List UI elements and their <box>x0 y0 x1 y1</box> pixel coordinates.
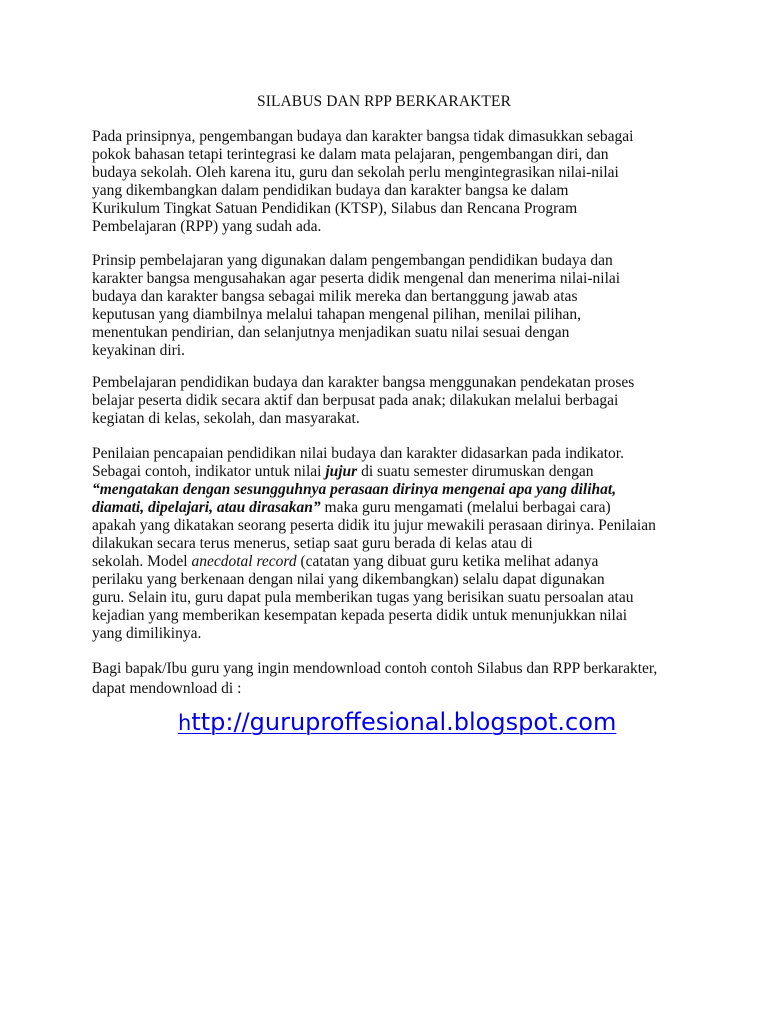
text-line: Kurikulum Tingkat Satuan Pendidikan (KTSP), Silabus dan Rencana Program <box>92 200 578 217</box>
text-line: kejadian yang memberikan kesempatan kepada peserta didik untuk menunjukkan nilai <box>92 607 628 624</box>
text-line: Pembelajaran (RPP) yang sudah ada. <box>92 218 322 235</box>
text-line: Bagi bapak/Ibu guru yang ingin mendownload contoh contoh Silabus dan RPP berkarakter, <box>92 660 658 677</box>
text-line: guru. Selain itu, guru dapat pula memberikan tugas yang berisikan suatu persoalan atau <box>92 589 634 606</box>
document-title: SILABUS DAN RPP BERKARAKTER <box>256 93 512 110</box>
paragraph-1 <box>92 128 692 236</box>
text-line: dapat mendownload di : <box>92 680 242 697</box>
text-line: budaya sekolah. Oleh karena itu, guru dan sekolah perlu mengintegrasikan nilai-nilai <box>92 164 619 181</box>
text-line <box>92 463 692 481</box>
text-line: pokok bahasan tetapi terintegrasi ke dalam mata pelajaran, pengembangan diri, dan <box>92 146 609 163</box>
paragraph-4 <box>92 445 692 643</box>
text-segment: Sebagai contoh, indikator untuk nilai <box>92 463 326 480</box>
text-line <box>92 499 692 517</box>
text-line: keputusan yang diambilnya melalui tahapan mengenal pilihan, menilai pilihan, <box>92 306 581 323</box>
text-segment: maka guru mengamati (melalui berbagai cara) <box>320 499 611 516</box>
text-line: belajar peserta didik secara aktif dan berpusat pada anak; dilakukan melalui berbagai <box>92 392 619 409</box>
text-line: Penilaian pencapaian pendidikan nilai budaya dan karakter didasarkan pada indikator. <box>92 445 624 462</box>
emphasis-anecdotal-record: anecdotal record <box>191 553 297 570</box>
link-first-char: h <box>178 711 192 735</box>
text-line: dilakukan secara terus menerus, setiap saat guru berada di kelas atau di <box>92 535 533 552</box>
emphasis-jujur: jujur <box>325 463 358 480</box>
text-segment: di suatu semester dirumuskan dengan <box>357 463 594 480</box>
text-line: Prinsip pembelajaran yang digunakan dalam pengembangan pendidikan budaya dan <box>92 252 613 269</box>
text-line <box>92 553 692 571</box>
text-line: yang dikembangkan dalam pendidikan budaya dan karakter bangsa ke dalam <box>92 182 569 199</box>
text-line: yang dimilikinya. <box>92 625 202 642</box>
text-segment: (catatan yang dibuat guru ketika melihat adanya <box>296 553 599 570</box>
paragraph-5 <box>92 659 692 699</box>
text-line: Pembelajaran pendidikan budaya dan karakter bangsa menggunakan pendekatan proses <box>92 374 635 391</box>
text-line: menentukan pendirian, dan selanjutnya menjadikan suatu nilai sesuai dengan <box>92 324 570 341</box>
indicator-quote-end: diamati, dipelajari, atau dirasakan” <box>92 499 321 516</box>
text-segment: sekolah. Model <box>92 553 192 570</box>
text-line: perilaku yang berkenaan dengan nilai yang dikembangkan) selalu dapat digunakan <box>92 571 605 588</box>
text-line: kegiatan di kelas, sekolah, dan masyarakat. <box>92 410 360 427</box>
text-line: Pada prinsipnya, pengembangan budaya dan karakter bangsa tidak dimasukkan sebagai <box>92 128 634 145</box>
paragraph-2 <box>92 252 692 360</box>
text-line: keyakinan diri. <box>92 342 185 359</box>
paragraph-3 <box>92 374 692 428</box>
text-line: karakter bangsa mengusahakan agar peserta didik mengenal dan menerima nilai-nilai <box>92 270 621 287</box>
link-rest: ttp://guruproffesional.blogspot.com <box>191 708 617 736</box>
indicator-quote: “mengatakan dengan sesungguhnya perasaan dirinya mengenai apa yang dilihat, <box>92 481 617 498</box>
download-link[interactable] <box>178 707 616 738</box>
text-line: apakah yang dikatakan seorang peserta didik itu jujur mewakili perasaan dirinya. Penilaian <box>92 517 656 534</box>
text-line: budaya dan karakter bangsa sebagai milik mereka dan bertanggung jawab atas <box>92 288 578 305</box>
